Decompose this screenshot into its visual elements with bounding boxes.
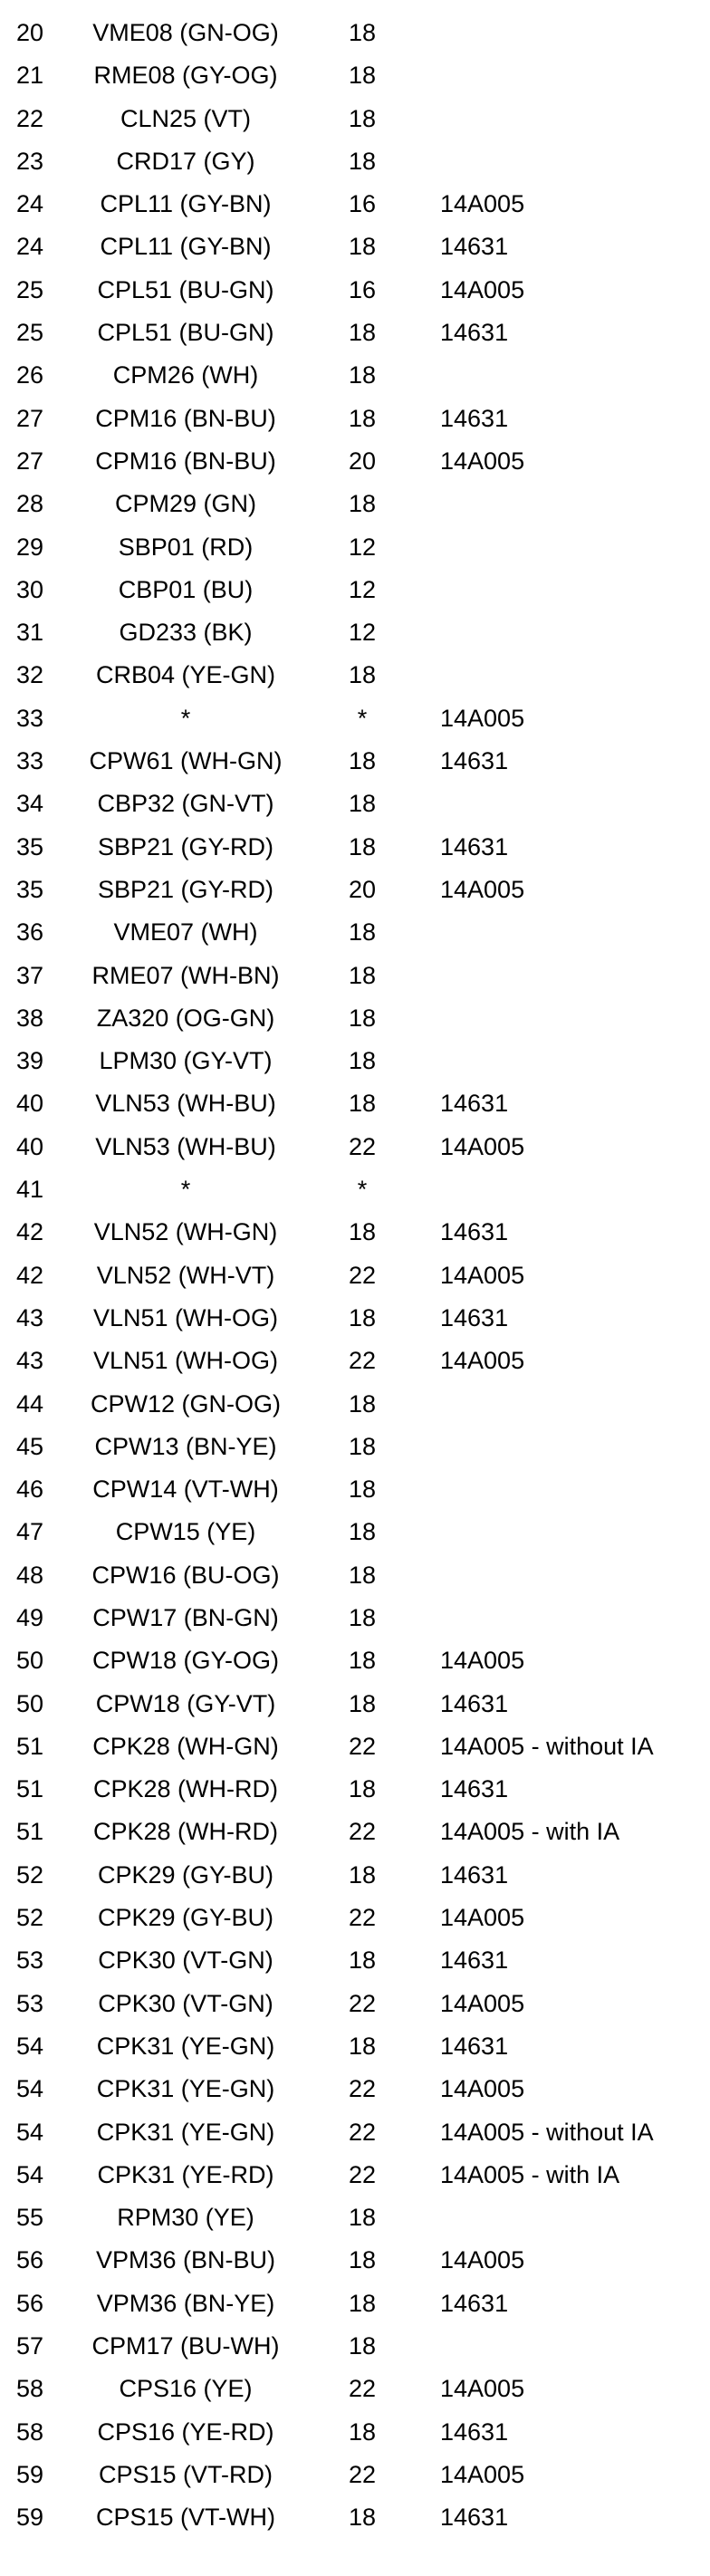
table-row [0,1254,710,1297]
wire-gauge-cell: 18 [348,1475,377,1504]
table-row [0,911,710,954]
table-row [0,997,710,1040]
note-cell: 14A005 [440,1647,525,1675]
wire-gauge-cell: 18 [348,1946,377,1975]
pin-number-cell: 51 [16,1818,44,1846]
wire-gauge-cell: 18 [348,1303,377,1331]
pin-number-cell: 58 [16,2375,44,2403]
pin-number-cell: 33 [16,704,44,732]
table-row [0,2239,710,2282]
circuit-cell: CPK31 (YE-RD) [97,2160,274,2188]
pin-number-cell: 23 [16,147,44,175]
circuit-cell: VLN52 (WH-VT) [96,1261,275,1289]
wire-gauge-cell: 18 [348,1004,377,1032]
wire-gauge-cell: 12 [348,533,377,561]
circuit-cell: VLN52 (WH-GN) [93,1218,278,1246]
table-row [0,12,710,54]
wire-gauge-cell: 22 [348,2075,377,2103]
pin-number-cell: 27 [16,447,44,475]
wire-gauge-cell: 18 [348,918,377,947]
pin-number-cell: 46 [16,1475,44,1504]
pin-number-cell: 39 [16,1047,44,1075]
circuit-cell: CPK31 (YE-GN) [96,2118,275,2146]
circuit-cell: SBP21 (GY-RD) [97,875,274,903]
wire-gauge-cell: 22 [348,1904,377,1932]
wire-gauge-cell: 22 [348,1989,377,2017]
note-cell: 14631 [440,747,509,775]
wire-gauge-cell: 22 [348,2460,377,2488]
note-cell: 14631 [440,1860,509,1889]
pin-number-cell: 54 [16,2160,44,2188]
circuit-cell: RME07 (WH-BN) [91,961,280,989]
wire-gauge-cell: 18 [348,2032,377,2060]
wire-gauge-cell: * [357,1176,368,1204]
circuit-cell: RPM30 (YE) [117,2204,254,2232]
table-row [0,183,710,226]
wire-gauge-cell: 22 [348,1132,377,1160]
wire-gauge-cell: 18 [348,147,377,175]
wire-gauge-cell: 20 [348,447,377,475]
pin-number-cell: 55 [16,2204,44,2232]
wire-gauge-cell: 18 [348,961,377,989]
pin-number-cell: 49 [16,1603,44,1631]
pin-number-cell: 56 [16,2289,44,2317]
pin-number-cell: 34 [16,790,44,818]
pin-number-cell: 31 [16,619,44,647]
table-row [0,1082,710,1125]
circuit-cell: CPK31 (YE-GN) [96,2075,275,2103]
circuit-cell: CPW12 (GN-OG) [90,1389,281,1418]
circuit-cell: CPW14 (VT-WH) [92,1475,279,1504]
pin-number-cell: 45 [16,1432,44,1460]
pin-number-cell: 43 [16,1303,44,1331]
note-cell: 14A005 - with IA [440,1818,620,1846]
wire-gauge-cell: 22 [348,1732,377,1760]
circuit-cell: CPK29 (GY-BU) [97,1904,274,1932]
note-cell: 14631 [440,2289,509,2317]
wire-gauge-cell: 18 [348,404,377,432]
note-cell: 14631 [440,1946,509,1975]
circuit-cell: ZA320 (OG-GN) [96,1004,275,1032]
pin-number-cell: 59 [16,2460,44,2488]
circuit-cell: CPS16 (YE) [119,2375,253,2403]
table-row [0,869,710,911]
circuit-cell: CPW15 (YE) [115,1518,256,1546]
pin-number-cell: 42 [16,1218,44,1246]
wire-gauge-cell: 22 [348,1347,377,1375]
wire-gauge-cell: 20 [348,875,377,903]
circuit-cell: CPM26 (WH) [112,361,259,389]
pin-number-cell: 24 [16,190,44,218]
circuit-cell: CPK28 (WH-RD) [92,1818,278,1846]
table-row [0,54,710,97]
table-row [0,1983,710,2025]
table-row [0,483,710,525]
table-row [0,1811,710,1853]
table-row [0,2025,710,2068]
wire-gauge-cell: 12 [348,619,377,647]
circuit-cell: CPW17 (BN-GN) [92,1603,279,1631]
pin-number-cell: 51 [16,1732,44,1760]
pin-number-cell: 40 [16,1090,44,1118]
circuit-cell: CPK29 (GY-BU) [97,1860,274,1889]
pin-number-cell: 36 [16,918,44,947]
wire-gauge-cell: 18 [348,361,377,389]
table-row [0,783,710,825]
table-row [0,1211,710,1254]
wire-gauge-cell: 22 [348,1261,377,1289]
note-cell: 14A005 [440,1347,525,1375]
note-cell: 14631 [440,832,509,860]
note-cell: 14A005 [440,447,525,475]
circuit-cell: CPW18 (GY-OG) [91,1647,280,1675]
table-row [0,1768,710,1811]
circuit-cell: GD233 (BK) [119,619,253,647]
circuit-cell: * [180,1176,191,1204]
pin-number-cell: 53 [16,1946,44,1975]
wire-gauge-cell: 18 [348,104,377,132]
wire-gauge-cell: 18 [348,490,377,518]
pin-number-cell: 50 [16,1647,44,1675]
pin-number-cell: 35 [16,875,44,903]
wire-gauge-cell: 18 [348,1860,377,1889]
table-row [0,2454,710,2496]
wire-gauge-cell: 18 [348,1689,377,1717]
pin-number-cell: 26 [16,361,44,389]
circuit-cell: CPL51 (BU-GN) [97,275,274,303]
table-row [0,2325,710,2368]
wire-gauge-cell: 18 [348,1775,377,1803]
note-cell: 14A005 [440,1904,525,1932]
table-row [0,2154,710,2196]
wire-gauge-cell: 22 [348,2118,377,2146]
wire-gauge-cell: 18 [348,2204,377,2232]
table-row [0,2496,710,2539]
circuit-cell: CPK28 (WH-GN) [92,1732,279,1760]
pin-number-cell: 25 [16,275,44,303]
pin-number-cell: 53 [16,1989,44,2017]
note-cell: 14631 [440,233,509,261]
circuit-cell: VPM36 (BN-BU) [95,2246,276,2274]
wire-gauge-cell: 18 [348,1518,377,1546]
circuit-cell: CRD17 (GY) [116,147,255,175]
note-cell: 14A005 [440,2246,525,2274]
note-cell: 14A005 [440,2460,525,2488]
pin-number-cell: 35 [16,832,44,860]
circuit-cell: VLN51 (WH-OG) [92,1303,279,1331]
table-row [0,569,710,611]
note-cell: 14631 [440,1303,509,1331]
pin-number-cell: 56 [16,2246,44,2274]
note-cell: 14A005 - with IA [440,2160,620,2188]
pin-number-cell: 44 [16,1389,44,1418]
table-row [0,1939,710,1982]
table-row [0,1897,710,1939]
table-row [0,98,710,140]
circuit-cell: CLN25 (VT) [120,104,252,132]
table-row [0,1683,710,1725]
table-row [0,1554,710,1597]
table-row [0,740,710,783]
wire-gauge-cell: 18 [348,2332,377,2360]
table-row [0,1468,710,1511]
table-row [0,1639,710,1682]
wire-gauge-cell: 18 [348,2246,377,2274]
circuit-cell: * [180,704,191,732]
pin-number-cell: 22 [16,104,44,132]
circuit-cell: CPW61 (WH-GN) [89,747,283,775]
table-row [0,1511,710,1553]
pin-number-cell: 43 [16,1347,44,1375]
note-cell: 14A005 [440,704,525,732]
table-row [0,826,710,869]
wire-gauge-cell: 18 [348,1647,377,1675]
circuit-cell: CPK30 (VT-GN) [98,1946,273,1975]
circuit-cell: CPM16 (BN-BU) [95,447,276,475]
circuit-cell: VLN53 (WH-BU) [95,1132,276,1160]
pin-number-cell: 42 [16,1261,44,1289]
circuit-cell: CPM17 (BU-WH) [91,2332,280,2360]
circuit-cell: VPM36 (BN-YE) [96,2289,275,2317]
table-row [0,398,710,440]
wire-gauge-cell: 18 [348,1047,377,1075]
wire-gauge-cell: 22 [348,2160,377,2188]
table-row [0,697,710,740]
pin-number-cell: 57 [16,2332,44,2360]
table-row [0,1168,710,1211]
circuit-cell: CPS15 (VT-RD) [98,2460,273,2488]
circuit-cell: CPS16 (YE-RD) [97,2417,274,2446]
wire-gauge-cell: 12 [348,575,377,603]
circuit-cell: CPL11 (GY-BN) [100,190,272,218]
table-row [0,1725,710,1768]
circuit-cell: CRB04 (YE-GN) [95,661,276,689]
pin-number-cell: 40 [16,1132,44,1160]
table-row [0,354,710,397]
table-row [0,526,710,569]
circuit-cell: CPS15 (VT-WH) [95,2504,276,2532]
table-row [0,2196,710,2239]
table-row [0,440,710,483]
table-row [0,1383,710,1426]
circuit-cell: CPL51 (BU-GN) [97,319,274,347]
wire-gauge-cell: 22 [348,2375,377,2403]
circuit-cell: CPM16 (BN-BU) [95,404,276,432]
note-cell: 14A005 - without IA [440,1732,654,1760]
pin-number-cell: 30 [16,575,44,603]
pin-number-cell: 25 [16,319,44,347]
table-row [0,2283,710,2325]
wire-gauge-cell: 18 [348,62,377,90]
pin-number-cell: 27 [16,404,44,432]
circuit-cell: CPK31 (YE-GN) [96,2032,275,2060]
note-cell: 14631 [440,2417,509,2446]
note-cell: 14A005 [440,1989,525,2017]
circuit-cell: VME08 (GN-OG) [92,19,279,46]
pin-number-cell: 28 [16,490,44,518]
note-cell: 14631 [440,2032,509,2060]
pin-number-cell: 54 [16,2118,44,2146]
table-row [0,1126,710,1168]
circuit-cell: CPK28 (WH-RD) [92,1775,278,1803]
pin-number-cell: 50 [16,1689,44,1717]
note-cell: 14631 [440,319,509,347]
wire-gauge-cell: 18 [348,661,377,689]
table-row [0,1597,710,1639]
circuit-cell: CBP01 (BU) [118,575,254,603]
note-cell: 14A005 [440,2075,525,2103]
circuit-cell: CPW13 (BN-YE) [94,1432,277,1460]
wire-gauge-cell: 18 [348,1561,377,1589]
wire-gauge-cell: 22 [348,1818,377,1846]
wire-gauge-cell: 18 [348,832,377,860]
circuit-cell: SBP21 (GY-RD) [97,832,274,860]
table-row [0,955,710,997]
wire-gauge-cell: 18 [348,2417,377,2446]
wire-gauge-cell: 18 [348,1389,377,1418]
pin-number-cell: 20 [16,19,44,46]
note-cell: 14A005 - without IA [440,2118,654,2146]
wire-gauge-cell: 16 [348,275,377,303]
pin-number-cell: 58 [16,2417,44,2446]
table-row [0,1340,710,1382]
note-cell: 14631 [440,1218,509,1246]
circuit-cell: SBP01 (RD) [118,533,254,561]
note-cell: 14A005 [440,875,525,903]
table-row [0,140,710,183]
circuit-cell: CPK30 (VT-GN) [98,1989,273,2017]
table-row [0,312,710,354]
circuit-cell: CPW18 (GY-VT) [95,1689,276,1717]
pin-number-cell: 47 [16,1518,44,1546]
table-row [0,1297,710,1340]
circuit-cell: LPM30 (GY-VT) [99,1047,273,1075]
table-row [0,2411,710,2454]
table-row [0,2068,710,2110]
wire-gauge-cell: 18 [348,1218,377,1246]
table-row [0,226,710,268]
wire-gauge-cell: * [357,704,368,732]
pin-number-cell: 48 [16,1561,44,1589]
circuit-cell: CPW16 (BU-OG) [91,1561,280,1589]
circuit-cell: VLN51 (WH-OG) [92,1347,279,1375]
pin-number-cell: 52 [16,1860,44,1889]
pin-number-cell: 32 [16,661,44,689]
circuit-cell: VME07 (WH) [113,918,258,947]
note-cell: 14A005 [440,1132,525,1160]
table-row [0,1426,710,1468]
pin-number-cell: 38 [16,1004,44,1032]
wire-gauge-cell: 18 [348,319,377,347]
wire-gauge-cell: 18 [348,1432,377,1460]
table-row [0,611,710,654]
pin-number-cell: 24 [16,233,44,261]
wire-gauge-cell: 18 [348,747,377,775]
pin-number-cell: 52 [16,1904,44,1932]
note-cell: 14631 [440,2504,509,2532]
note-cell: 14A005 [440,1261,525,1289]
pin-number-cell: 37 [16,961,44,989]
circuit-cell: VLN53 (WH-BU) [95,1090,276,1118]
pin-number-cell: 21 [16,62,44,90]
circuit-cell: CBP32 (GN-VT) [97,790,274,818]
wire-gauge-cell: 18 [348,233,377,261]
wire-gauge-cell: 16 [348,190,377,218]
circuit-cell: RME08 (GY-OG) [93,62,278,90]
circuit-cell: CPM29 (GN) [114,490,256,518]
pin-number-cell: 54 [16,2075,44,2103]
pin-number-cell: 41 [16,1176,44,1204]
wire-gauge-cell: 18 [348,1603,377,1631]
wire-gauge-cell: 18 [348,790,377,818]
wire-gauge-cell: 18 [348,2504,377,2532]
table-row [0,269,710,312]
note-cell: 14631 [440,404,509,432]
pin-number-cell: 51 [16,1775,44,1803]
wire-gauge-cell: 18 [348,2289,377,2317]
pin-number-cell: 29 [16,533,44,561]
wire-gauge-cell: 18 [348,19,377,46]
wire-gauge-cell: 18 [348,1090,377,1118]
note-cell: 14631 [440,1090,509,1118]
note-cell: 14A005 [440,2375,525,2403]
table-row [0,1854,710,1897]
table-row [0,2111,710,2154]
table-row [0,654,710,697]
table-row [0,1040,710,1082]
pin-number-cell: 54 [16,2032,44,2060]
table-row [0,2368,710,2410]
note-cell: 14631 [440,1689,509,1717]
pin-number-cell: 33 [16,747,44,775]
note-cell: 14A005 [440,190,525,218]
pin-number-cell: 59 [16,2504,44,2532]
circuit-cell: CPL11 (GY-BN) [100,233,272,261]
note-cell: 14631 [440,1775,509,1803]
note-cell: 14A005 [440,275,525,303]
